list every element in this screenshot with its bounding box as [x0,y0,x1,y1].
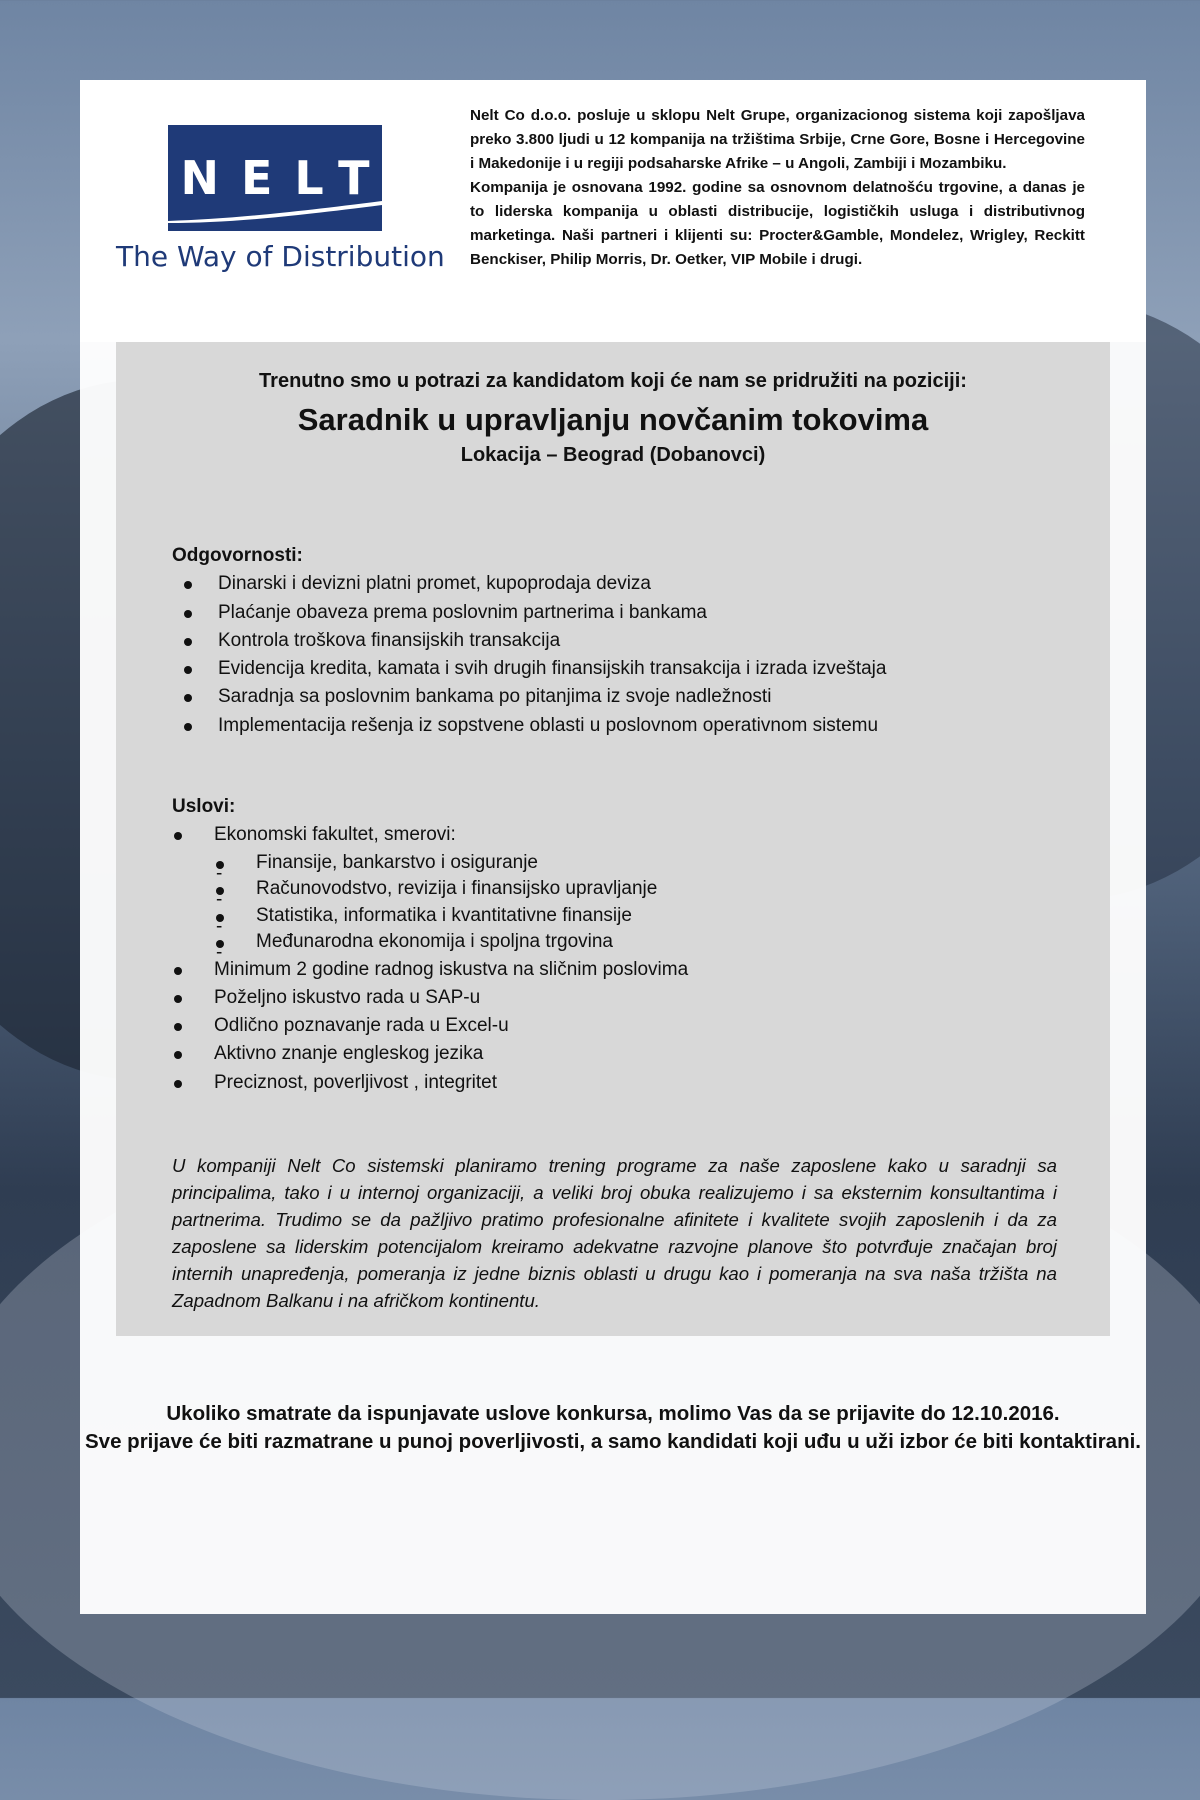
list-item: Plaćanje obaveza prema poslovnim partnerima i bankama [172,599,1072,627]
training-paragraph: U kompaniji Nelt Co sistemski planiramo trening programe za naše zaposlene kako u saradnji sa principalima, tako i u internoj organizaciji, a veliki broj obuka realizujemo i sa eksternim konsultantima i partnerima. Trudimo se da pažljivo pratimo profesionalne afinitete i kvalitete svojih zaposlenih i da za zaposlene sa liderskim potencijalom kreiramo adekvatne razvojne planove što potvrđuje značajan broj internih unapređenja, pomeranja iz jedne biznis oblasti u drugu kao i pomeranja na sva naša tržišta na Zapadnom Balkanu i na afričkom kontinentu. [172,1155,1057,1311]
confidentiality-note: Sve prijave će biti razmatrane u punoj poverljivosti, a samo kandidati koji uđu u uži izbor će biti kontaktirani. [85,1430,1141,1453]
list-item [172,821,1072,955]
job-panel [116,342,1110,1336]
list-item: Odlično poznavanje rada u Excel-u [172,1012,1072,1040]
logo-swoosh-icon [168,199,382,223]
position-intro: Trenutno smo u potrazi za kandidatom koji će nam se pridružiti na poziciji: [259,370,967,392]
responsibilities-heading: Odgovornosti: [172,545,303,566]
responsibilities-list [172,570,1072,740]
list-item: Saradnja sa poslovnim bankama po pitanjima iz svoje nadležnosti [172,683,1072,711]
conditions-heading: Uslovi: [172,796,236,817]
conditions-section [172,793,1072,1097]
company-intro [470,104,1085,324]
position-title: Saradnik u upravljanju novčanim tokovima [297,402,929,437]
application-note [80,1400,1146,1456]
responsibilities-section [172,542,1072,740]
majors-list [214,850,1072,956]
intro-paragraph: Kompanija je osnovana 1992. godine sa osnovnom delatnošću trgovine, a danas je to liderska kompanija u oblasti distribucije, logističkih usluga i distributivnog marketinga. Naši partneri i klijenti su: Procter&Gamble, Mondelez, Wrigley, Reckitt Benckiser, Philip Morris, Dr. Oetker, VIP Mobile i drugi. [470,179,1085,268]
logo-word: NELT [180,151,392,205]
logo-tagline: The Way of Distribution [116,240,445,273]
conditions-list [172,821,1072,1097]
list-item: Dinarski i devizni platni promet, kupoprodaja deviza [172,570,1072,598]
position-location: Lokacija – Beograd (Dobanovci) [460,444,766,466]
list-item: Poželjno iskustvo rada u SAP-u [172,984,1072,1012]
application-deadline: Ukoliko smatrate da ispunjavate uslove konkursa, molimo Vas da se prijavite do 12.10.2016. [166,1402,1060,1425]
major-item: - Međunarodna ekonomija i spoljna trgovina [214,929,1072,956]
list-item: Minimum 2 godine radnog iskustva na sličnim poslovima [172,956,1072,984]
major-item: - Finansije, bankarstvo i osiguranje [214,850,1072,877]
list-item: Evidencija kredita, kamata i svih drugih finansijskih transakcija i izrada izveštaja [172,655,1072,683]
list-item: Kontrola troškova finansijskih transakcija [172,627,1072,655]
list-item: Aktivno znanje engleskog jezika [172,1040,1072,1068]
major-item: - Računovodstvo, revizija i finansijsko upravljanje [214,876,1072,903]
major-item: - Statistika, informatika i kvantitativne finansije [214,903,1072,930]
degree-requirement: Ekonomski fakultet, smerovi: [214,824,456,846]
intro-paragraph: Nelt Co d.o.o. posluje u sklopu Nelt Grupe, organizacionog sistema koji zapošljava preko 3.800 ljudi u 12 kompanija na tržištima Srbije, Crne Gore, Bosne i Hercegovine i Makedonije i u regiji podsaharske Afrike – u Angoli, Zambiji i Mozambiku. [470,107,1085,172]
list-item: Preciznost, poverljivost , integritet [172,1069,1072,1097]
header [80,80,1146,342]
nelt-logo [168,125,392,231]
list-item: Implementacija rešenja iz sopstvene oblasti u poslovnom operativnom sistemu [172,712,1072,740]
